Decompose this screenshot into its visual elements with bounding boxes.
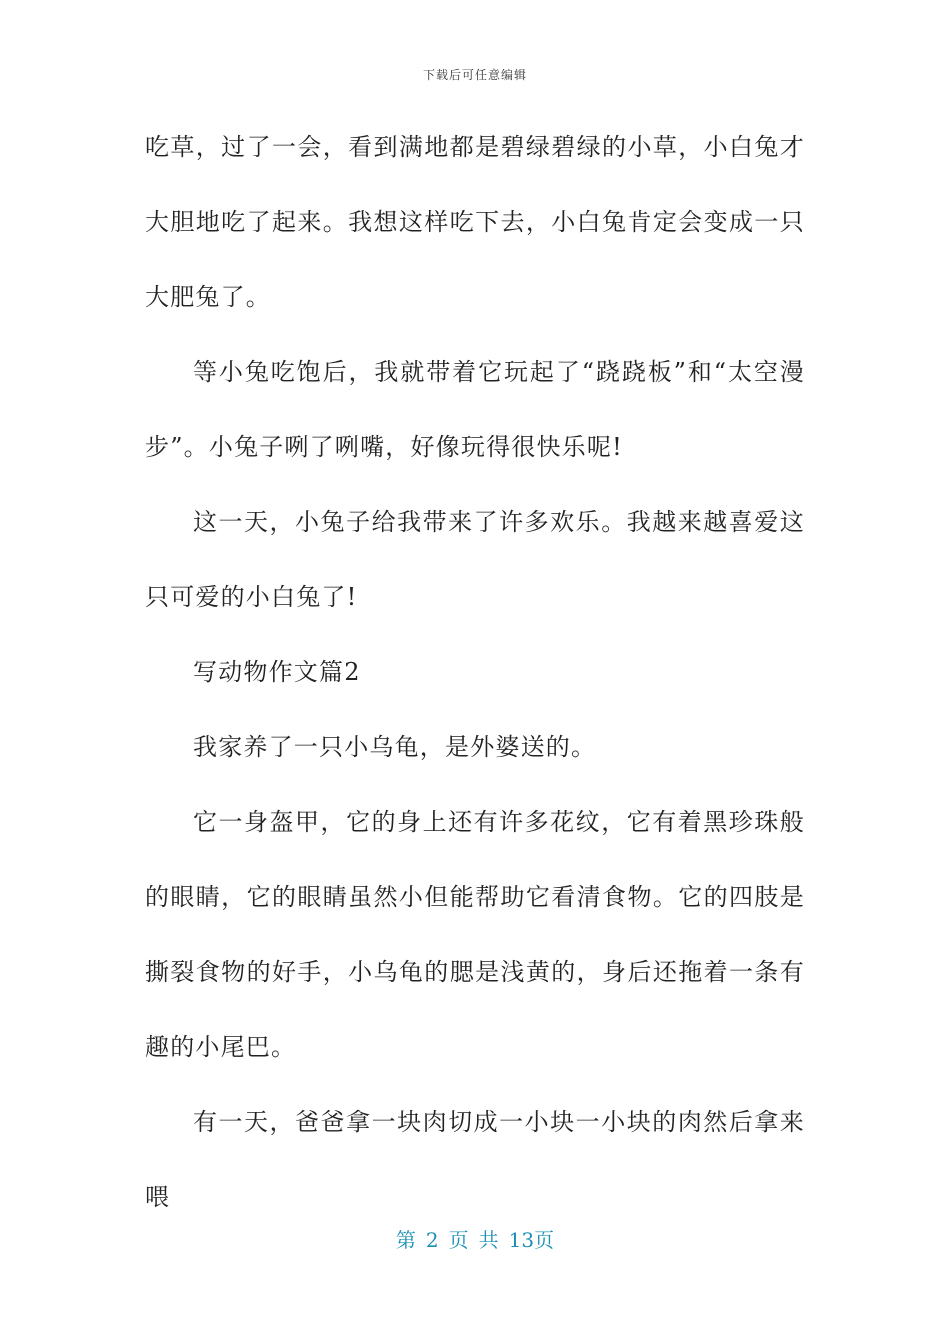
page-footer [0, 1224, 950, 1253]
paragraph-5: 它一身盔甲，它的身上还有许多花纹，它有着黑珍珠般的眼睛，它的眼睛虽然小但能帮助它看清食物。它的四肢是撕裂食物的好手，小乌龟的腮是浅黄的，身后还拖着一条有趣的小尾巴。 [145, 808, 805, 1061]
header-note: 下载后可任意编辑 [422, 68, 527, 82]
footer-page-label: 页 [448, 1228, 469, 1252]
paragraph-3: 这一天，小兔子给我带来了许多欢乐。我越来越喜爱这只可爱的小白兔了! [145, 508, 805, 611]
footer-total-pages: 13页 [508, 1228, 555, 1252]
paragraph-6: 有一天，爸爸拿一块肉切成一小块一小块的肉然后拿来喂 [145, 1108, 805, 1211]
footer-prefix: 第 [395, 1228, 416, 1252]
footer-total-label: 共 [478, 1228, 499, 1252]
footer-current-page: 2 [425, 1228, 439, 1252]
paragraph-2: 等小兔吃饱后，我就带着它玩起了“跷跷板”和“太空漫步”。小兔子咧了咧嘴，好像玩得很快乐呢! [145, 358, 805, 461]
paragraph-1: 吃草，过了一会，看到满地都是碧绿碧绿的小草，小白兔才大胆地吃了起来。我想这样吃下去，小白兔肯定会变成一只大肥兔了。 [145, 133, 805, 311]
paragraph-4: 我家养了一只小乌龟，是外婆送的。 [193, 733, 597, 761]
document-body [145, 110, 805, 1235]
section-heading: 写动物作文篇2 [193, 658, 361, 686]
